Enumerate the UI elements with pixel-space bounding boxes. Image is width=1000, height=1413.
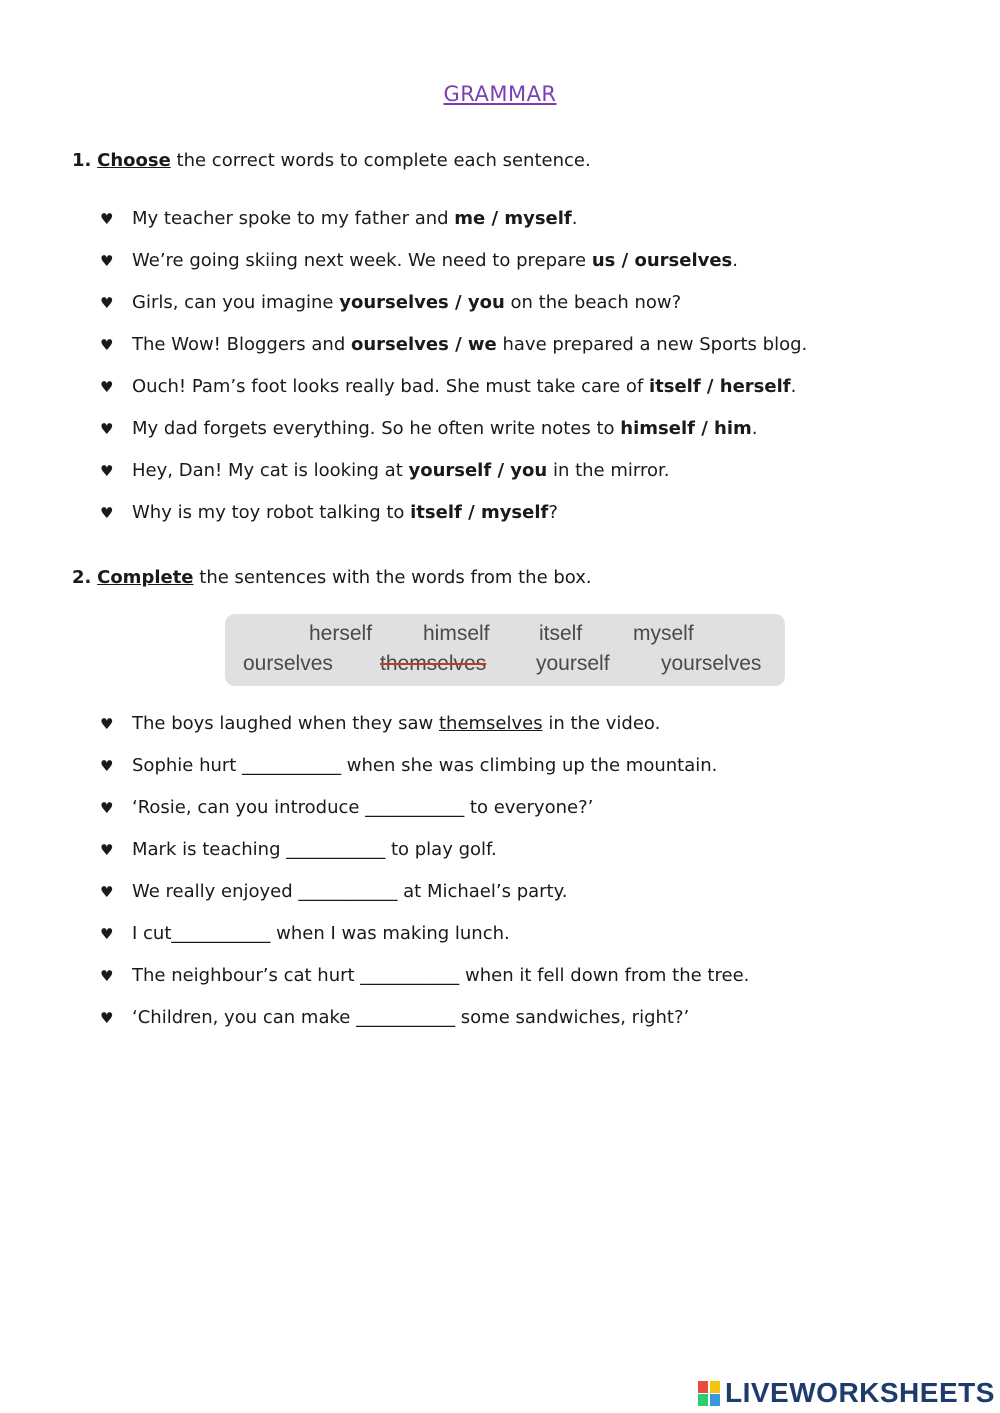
word-box-item: itself (539, 622, 583, 645)
answer-blank[interactable]: ___________ (365, 797, 465, 818)
heart-bullet-icon: ♥ (100, 925, 114, 943)
section-instruction: the correct words to complete each sentence. (176, 150, 591, 171)
heart-bullet-icon: ♥ (100, 757, 114, 775)
word-box-item: yourself (536, 652, 610, 675)
word-choice[interactable]: me / myself (454, 208, 572, 229)
word-box-item: herself (309, 622, 373, 645)
section-keyword: Choose (97, 150, 171, 171)
answer-blank[interactable]: ___________ (360, 965, 460, 986)
heart-bullet-icon: ♥ (100, 504, 114, 522)
liveworksheets-logo (698, 1376, 995, 1410)
answer-blank[interactable]: ___________ (356, 1007, 456, 1028)
word-box-item-used: themselves (380, 652, 487, 675)
word-box-item: myself (633, 622, 694, 645)
heart-bullet-icon: ♥ (100, 967, 114, 985)
logo-mark-icon (698, 1379, 722, 1407)
logo-text: LIVEWORKSHEETS (725, 1377, 995, 1408)
heart-bullet-icon: ♥ (100, 336, 114, 354)
page-title: GRAMMAR (443, 82, 557, 106)
word-choice[interactable]: yourself / you (408, 460, 548, 481)
answer-blank[interactable]: ___________ (242, 755, 342, 776)
section-2-heading (72, 567, 592, 588)
heart-bullet-icon: ♥ (100, 1009, 114, 1027)
word-box-item: ourselves (243, 652, 333, 675)
section-number: 2. (72, 567, 92, 588)
heart-bullet-icon: ♥ (100, 841, 114, 859)
heart-bullet-icon: ♥ (100, 420, 114, 438)
answer-blank[interactable]: ___________ (171, 923, 271, 944)
word-choice[interactable]: himself / him (620, 418, 752, 439)
section-keyword: Complete (97, 567, 194, 588)
answer-blank[interactable]: ___________ (286, 839, 386, 860)
section-number: 1. (72, 150, 92, 171)
answer-blank[interactable]: ___________ (298, 881, 398, 902)
section-instruction: the sentences with the words from the box. (199, 567, 592, 588)
word-choice[interactable]: ourselves / we (351, 334, 497, 355)
section-1-heading (72, 150, 591, 171)
heart-bullet-icon: ♥ (100, 883, 114, 901)
heart-bullet-icon: ♥ (100, 378, 114, 396)
word-box-item: himself (423, 622, 490, 645)
heart-bullet-icon: ♥ (100, 210, 114, 228)
word-choice[interactable]: us / ourselves (591, 250, 733, 271)
word-choice[interactable]: yourselves / you (339, 292, 505, 313)
word-choice[interactable]: itself / myself (410, 502, 549, 523)
word-choice[interactable]: itself / herself (648, 376, 791, 397)
heart-bullet-icon: ♥ (100, 462, 114, 480)
word-box (225, 614, 785, 686)
heart-bullet-icon: ♥ (100, 252, 114, 270)
heart-bullet-icon: ♥ (100, 715, 114, 733)
heart-bullet-icon: ♥ (100, 799, 114, 817)
example-answer: themselves (438, 713, 543, 734)
word-box-item: yourselves (661, 652, 762, 675)
heart-bullet-icon: ♥ (100, 294, 114, 312)
